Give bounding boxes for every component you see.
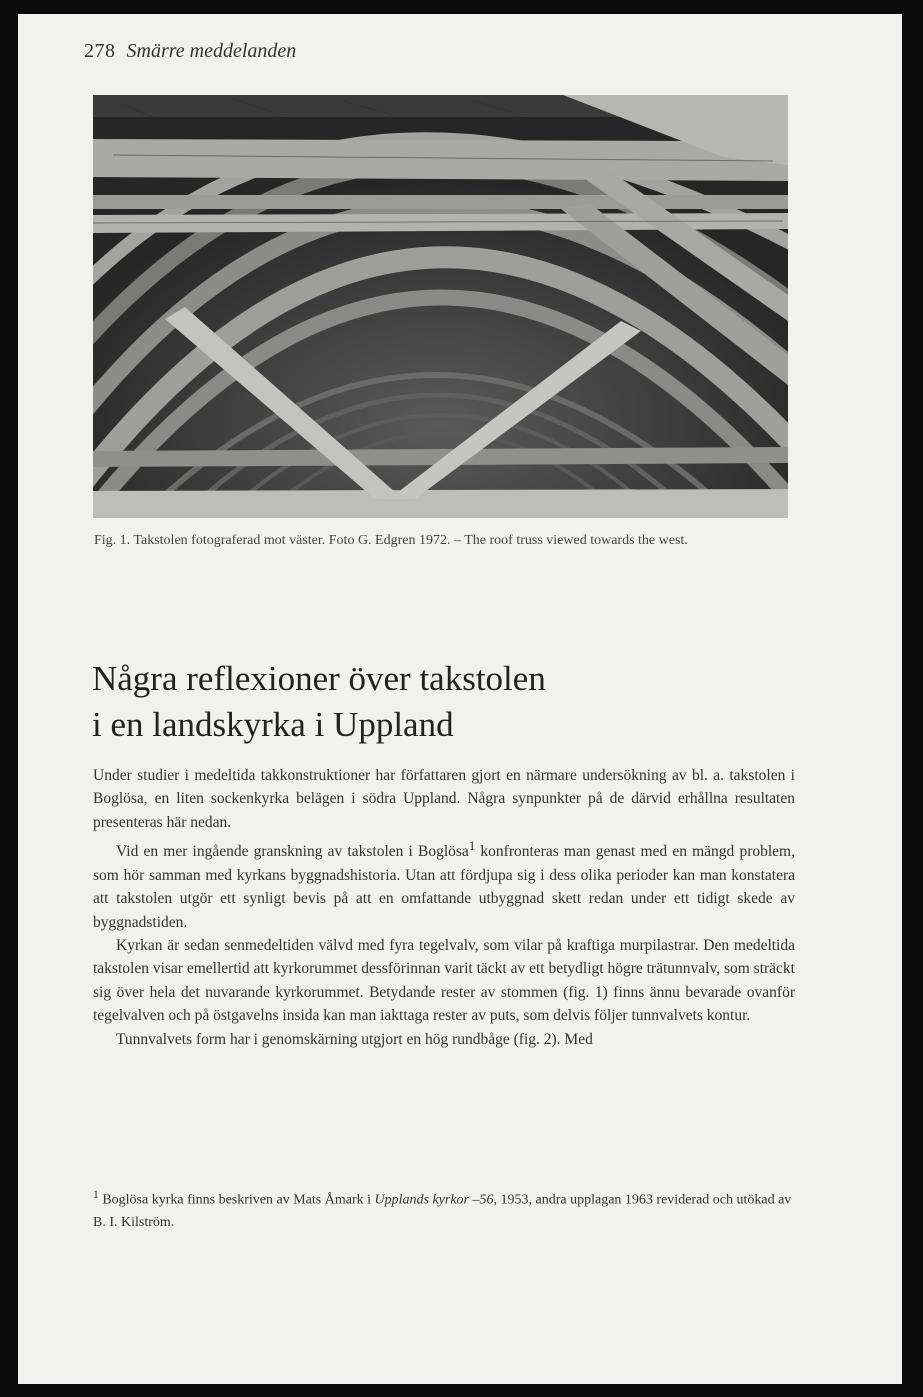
footnote-ref: 1 <box>468 838 476 854</box>
paragraph-4: Tunnvalvets form har i genomskärning utgjort en hög rundbåge (fig. 2). Med <box>116 1030 593 1048</box>
paragraph-3: Kyrkan är sedan senmedeltiden välvd med fyra tegelvalv, som vilar på kraftiga murpilastrar. Den medeltida takstolen visar emellertid att kyrkorummet dessförinnan varit täckt av ett betydligt högre trätunnvalv, som sträckt sig över hela det nuvarande kyrkorummet. Betydande rester av stommen (fig. 1) finns ännu bevarade ovanför tegelvalven och på östgavelns insida kan man iakttaga rester av puts, som delvis följer tunnvalvets kontur. <box>93 937 795 1025</box>
paragraph-2 <box>93 834 795 934</box>
document-page <box>18 14 902 1384</box>
footnote-text-end: 1953, andra upplagan 1963 reviderad och utökad av B. I. Kilström. <box>93 1192 792 1230</box>
footnote-citation-title: Upplands kyrkor –56, <box>374 1192 498 1208</box>
page-header <box>84 40 296 63</box>
footnote <box>93 1184 795 1234</box>
figure-caption: Fig. 1. Takstolen fotograferad mot väster. Foto G. Edgren 1972. – The roof truss viewed towards the west. <box>94 533 688 548</box>
paragraph-2-rest: konfronteras man genast med en mängd problem, som hör samman med kyrkans byggnadshistoria. Utan att fördjupa sig i dess olika perioder kan man konstatera att takstolen utgör ett synligt bevis på att en omfattande utbyggnad skett redan under ett tidigt skede av byggnadstiden. <box>93 843 795 931</box>
paragraph-2-start: Vid en mer ingående granskning av takstolen i Boglösa <box>116 843 469 861</box>
footnote-marker: 1 <box>93 1188 99 1201</box>
article-body <box>93 764 795 1051</box>
running-title: Smärre meddelanden <box>126 40 297 62</box>
article-title-line-1: Några reflexioner över takstolen <box>92 659 546 698</box>
paragraph-1: Under studier i medeltida takkonstruktioner har författaren gjort en närmare undersökning av bl. a. takstolen i Boglösa, en liten sockenkyrka belägen i södra Uppland. Några synpunkter på de därvid erhållna resultaten presenteras här nedan. <box>93 767 795 831</box>
article-title-line-2: i en landskyrka i Uppland <box>92 705 454 744</box>
roof-truss-photo <box>93 95 788 518</box>
page-number: 278 <box>84 40 116 62</box>
article-title <box>92 656 792 748</box>
footnote-text-start: Boglösa kyrka finns beskriven av Mats Åmark i <box>98 1192 375 1208</box>
